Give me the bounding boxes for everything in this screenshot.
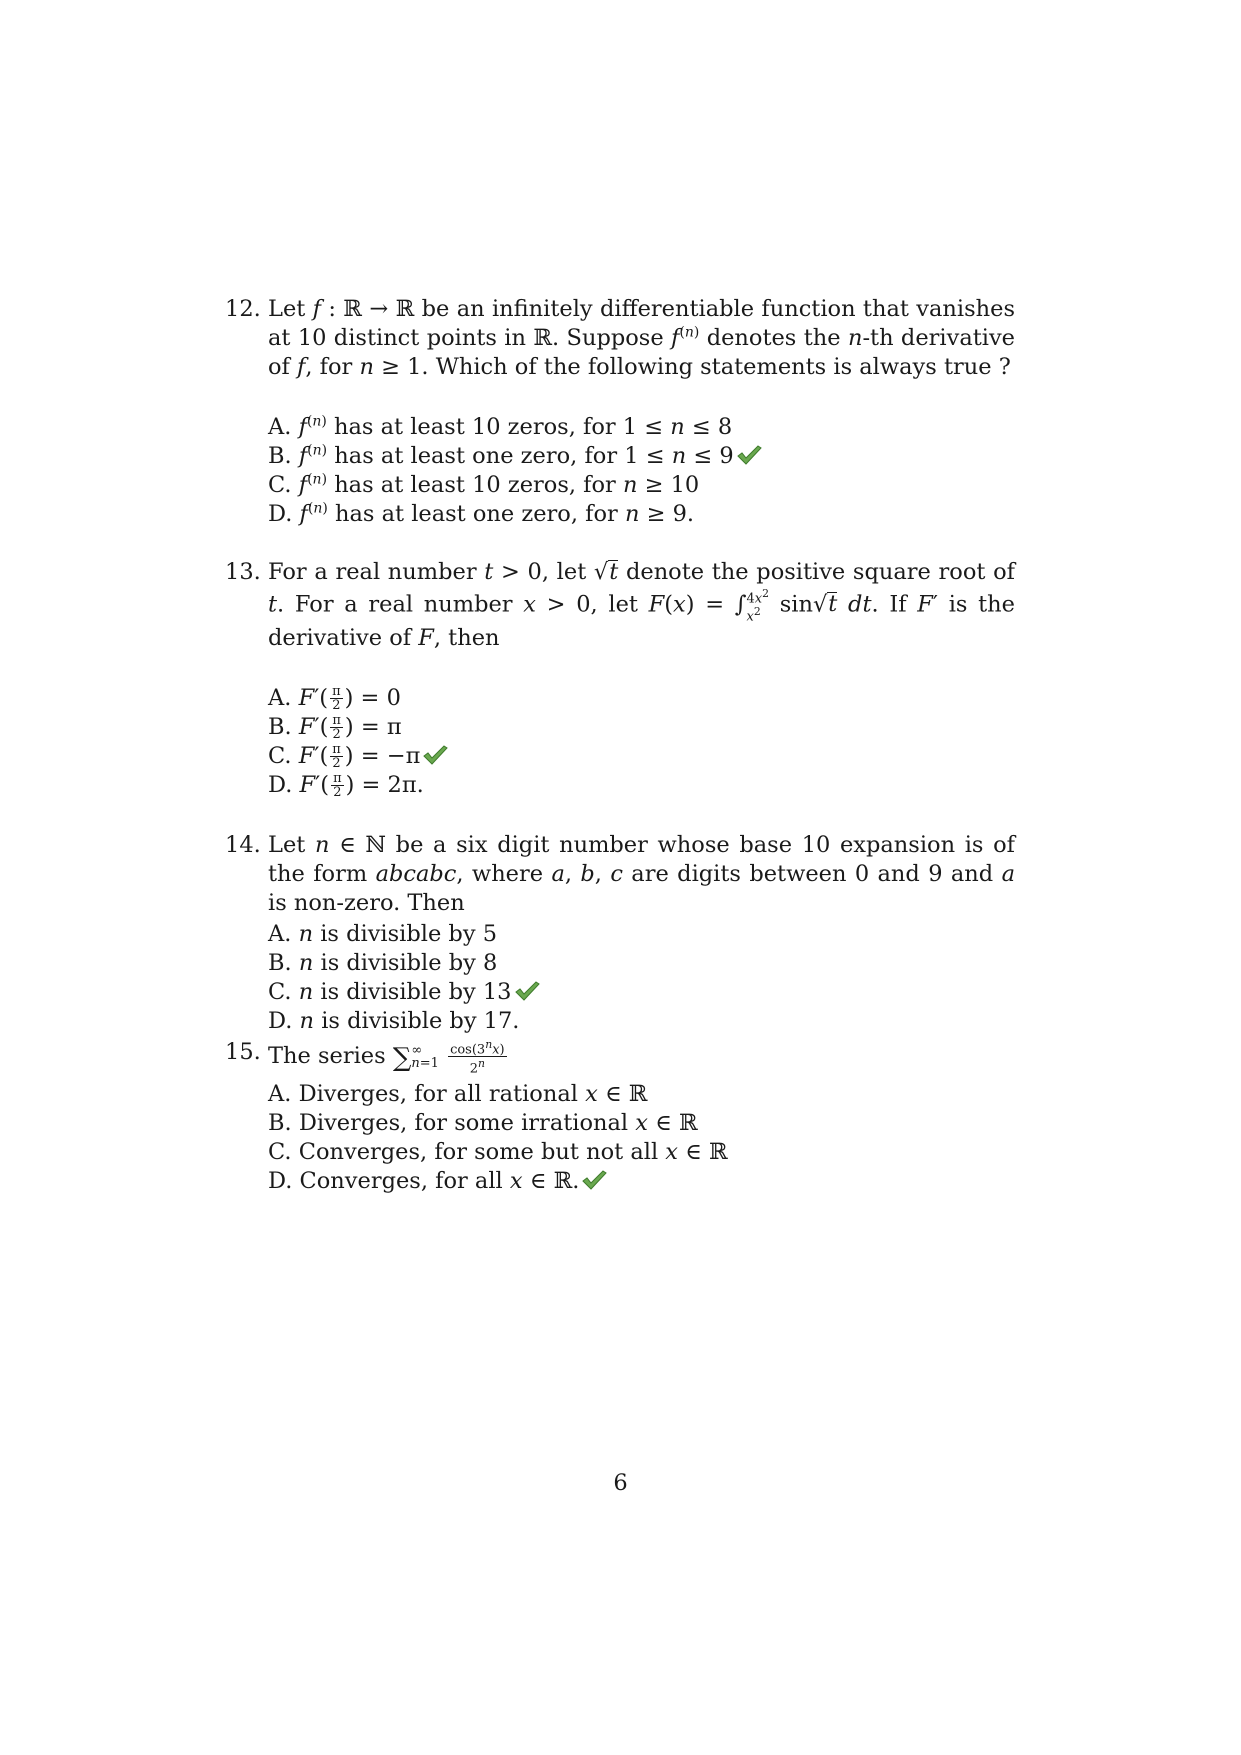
- option-b[interactable]: B. F′( $\frac{\pi}{2}$ ) = π: [268, 713, 402, 743]
- option-c[interactable]: C. $f^{(n)}$ has at least 10 zeros, for n ≥ 10: [268, 471, 700, 498]
- question-13: [225, 558, 1015, 800]
- options: [268, 413, 1015, 529]
- question-number: 14.: [225, 832, 261, 858]
- option-a[interactable]: A. F′( $\frac{\pi}{2}$ ) = 0: [268, 684, 401, 714]
- option-d[interactable]: D. n is divisible by 17.: [268, 1008, 520, 1034]
- checkmark-icon: [581, 1169, 607, 1191]
- question-number: 15.: [225, 1039, 261, 1065]
- option-d[interactable]: D. F′( $\frac{\pi}{2}$ ) = 2π.: [268, 771, 424, 801]
- question-stem: Let n ∈ ℕ be a six digit number whose base 10 expansion is of the form abcabc, where a, b, c are digits between 0 and 9 and a is non-zero. Then: [268, 832, 1015, 916]
- checkmark-icon: [422, 744, 448, 766]
- question-stem: Let f : ℝ → ℝ be an infinitely differentiable function that vanishes at 10 distinct points in ℝ. Suppose $f^{(n)}$ denotes the n-th derivative of f, for n ≥ 1. Which of the following statements is always true ?: [268, 296, 1015, 380]
- option-d[interactable]: D. $f^{(n)}$ has at least one zero, for n ≥ 9.: [268, 500, 695, 527]
- options: [268, 920, 1015, 1036]
- option-b[interactable]: B. n is divisible by 8: [268, 950, 498, 976]
- question-15: [225, 1038, 1015, 1196]
- option-c[interactable]: C. n is divisible by 13: [268, 978, 1015, 1007]
- question-number: 12.: [225, 296, 261, 322]
- option-b[interactable]: B. $f^{(n)}$ has at least one zero, for 1 ≤ n ≤ 9: [268, 442, 1015, 471]
- option-a[interactable]: A. n is divisible by 5: [268, 921, 498, 947]
- checkmark-icon: [514, 980, 540, 1002]
- page-number: 6: [613, 1470, 628, 1496]
- option-d[interactable]: D. Converges, for all x ∈ ℝ.: [268, 1167, 1015, 1196]
- question-stem: The series ∑ ∞ n=1 $\frac{\cos(3^nx)}{2^n}$: [268, 1038, 505, 1077]
- question-14: [225, 831, 1015, 1036]
- options: [268, 1080, 1015, 1196]
- question-12: [225, 295, 1015, 529]
- options: [268, 684, 1015, 800]
- option-b[interactable]: B. Diverges, for some irrational x ∈ ℝ: [268, 1109, 698, 1136]
- option-a[interactable]: A. $f^{(n)}$ has at least 10 zeros, for 1 ≤ n ≤ 8: [268, 413, 733, 440]
- checkmark-icon: [736, 444, 762, 466]
- option-c[interactable]: C. F′( $\frac{\pi}{2}$ ) = −π: [268, 742, 1015, 771]
- question-number: 13.: [225, 559, 261, 585]
- question-stem: For a real number t > 0, let √t denote the positive square root of t. For a real number x > 0, let F(x) = ∫ $4x^2$ $x^2$ sin√t dt. If F′ is the derivative of F, then: [268, 559, 1015, 651]
- option-a[interactable]: A. Diverges, for all rational x ∈ ℝ: [268, 1080, 648, 1107]
- option-c[interactable]: C. Converges, for some but not all x ∈ ℝ: [268, 1138, 728, 1165]
